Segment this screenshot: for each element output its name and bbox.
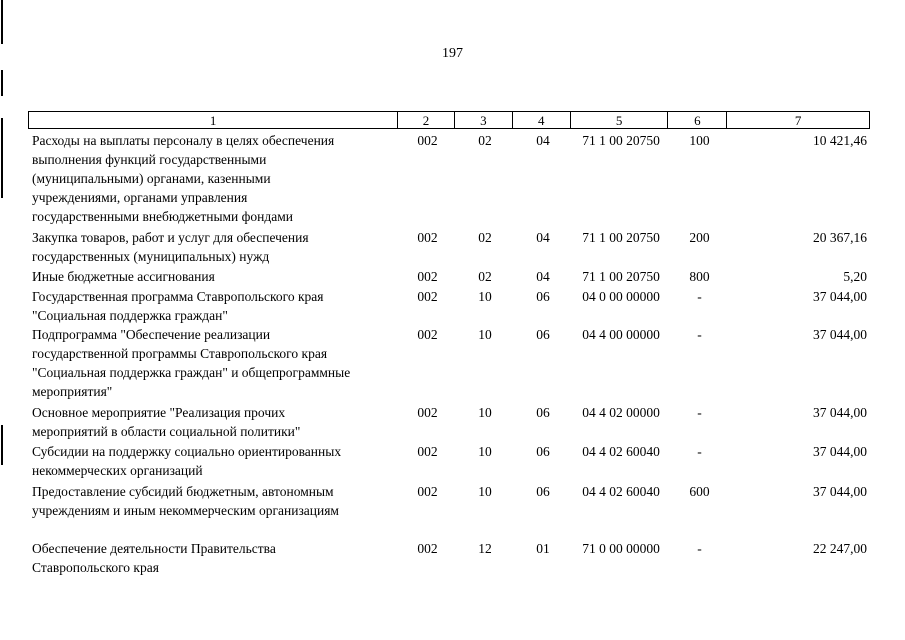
table-row: [28, 482, 870, 520]
amount-cell: 37 044,00: [813, 484, 867, 499]
margin-mark: [1, 0, 3, 44]
subsection-cell: 06: [536, 484, 550, 499]
column-header: 4: [512, 112, 570, 128]
section-cell: 02: [478, 230, 492, 245]
margin-mark: [1, 118, 3, 198]
margin-mark: [1, 425, 3, 465]
amount-cell: 5,20: [843, 269, 867, 284]
expense-name-line: некоммерческих организаций: [32, 463, 203, 478]
expense-name-line: Расходы на выплаты персоналу в целях обеспечения: [32, 133, 335, 148]
expense-name-line: Предоставление субсидий бюджетным, автономным: [32, 484, 334, 499]
expense-name-line: Закупка товаров, работ и услуг для обеспечения: [32, 230, 309, 245]
code-cell: 002: [417, 230, 438, 245]
table-row: [28, 403, 870, 441]
code-cell: 002: [417, 269, 438, 284]
expense-name: [28, 482, 399, 520]
subsection-cell: 04: [536, 269, 550, 284]
expense-name-line: мероприятий в области социальной политики": [32, 424, 301, 439]
column-header: 1: [209, 113, 217, 128]
subsection-cell: 04: [536, 133, 550, 148]
budget-table: [28, 111, 870, 575]
subsection-cell: 01: [536, 541, 550, 556]
target-cell: 71 1 00 20750: [582, 230, 660, 245]
table-row: [28, 325, 870, 401]
section-cell: 10: [478, 484, 492, 499]
subsection-cell: 04: [536, 230, 550, 245]
table-row: [28, 267, 870, 286]
code-cell: 002: [417, 133, 438, 148]
type-cell: -: [697, 405, 702, 420]
code-cell: 002: [417, 405, 438, 420]
expense-name-line: мероприятия": [32, 384, 113, 399]
type-cell: -: [697, 444, 702, 459]
expense-name: [28, 442, 399, 480]
section-cell: 10: [478, 289, 492, 304]
expense-name: [28, 403, 399, 441]
target-cell: 04 4 02 60040: [582, 444, 660, 459]
expense-name-line: (муниципальными) органами, казенными: [32, 171, 271, 186]
expense-name-line: государственными внебюджетными фондами: [32, 209, 294, 224]
margin-mark: [1, 70, 3, 96]
amount-cell: 22 247,00: [813, 541, 867, 556]
type-cell: -: [697, 327, 702, 342]
expense-name-line: учреждениями, органами управления: [32, 190, 248, 205]
table-row: [28, 228, 870, 266]
table-row: [28, 442, 870, 480]
table-row: [28, 287, 870, 325]
expense-name-line: Субсидии на поддержку социально ориентированных: [32, 444, 342, 459]
expense-name: [28, 228, 399, 266]
section-cell: 02: [478, 133, 492, 148]
expense-name: [28, 325, 399, 401]
expense-name: [28, 287, 399, 325]
section-cell: 10: [478, 444, 492, 459]
code-cell: 002: [417, 484, 438, 499]
amount-cell: 37 044,00: [813, 289, 867, 304]
type-cell: -: [697, 541, 702, 556]
expense-name-line: "Социальная поддержка граждан": [32, 308, 228, 323]
column-header: 2: [397, 112, 454, 128]
expense-name-line: Подпрограмма "Обеспечение реализации: [32, 327, 271, 342]
expense-name-line: учреждениям и иным некоммерческим организациям: [32, 503, 339, 518]
expense-name: [28, 131, 399, 226]
table-row: [28, 539, 870, 577]
target-cell: 71 1 00 20750: [582, 269, 660, 284]
subsection-cell: 06: [536, 405, 550, 420]
column-header: 7: [726, 112, 869, 128]
expense-name-line: государственных (муниципальных) нужд: [32, 249, 270, 264]
expense-name-line: выполнения функций государственными: [32, 152, 267, 167]
subsection-cell: 06: [536, 327, 550, 342]
expense-name-line: Ставропольского края: [32, 560, 159, 575]
expense-name-line: "Социальная поддержка граждан" и общепрограммные: [32, 365, 351, 380]
code-cell: 002: [417, 541, 438, 556]
expense-name-line: Обеспечение деятельности Правительства: [32, 541, 276, 556]
expense-name-line: Основное мероприятие "Реализация прочих: [32, 405, 286, 420]
target-cell: 04 4 00 00000: [582, 327, 660, 342]
expense-name-line: государственной программы Ставропольского края: [32, 346, 328, 361]
expense-name: [28, 539, 399, 577]
target-cell: 04 0 00 00000: [582, 289, 660, 304]
target-cell: 04 4 02 00000: [582, 405, 660, 420]
type-cell: -: [697, 289, 702, 304]
expense-name-line: Иные бюджетные ассигнования: [32, 269, 215, 284]
amount-cell: 37 044,00: [813, 444, 867, 459]
amount-cell: 37 044,00: [813, 327, 867, 342]
table-row: [28, 131, 870, 226]
target-cell: 71 1 00 20750: [582, 133, 660, 148]
page-number: 197: [442, 46, 463, 61]
type-cell: 800: [689, 269, 710, 284]
column-header: 6: [667, 112, 726, 128]
subsection-cell: 06: [536, 289, 550, 304]
section-cell: 10: [478, 327, 492, 342]
section-cell: 12: [478, 541, 492, 556]
expense-name-line: Государственная программа Ставропольского края: [32, 289, 324, 304]
type-cell: 600: [689, 484, 710, 499]
target-cell: 71 0 00 00000: [582, 541, 660, 556]
expense-name: [28, 267, 399, 286]
column-header: 5: [570, 112, 668, 128]
subsection-cell: 06: [536, 444, 550, 459]
target-cell: 04 4 02 60040: [582, 484, 660, 499]
type-cell: 100: [689, 133, 710, 148]
column-header: 3: [454, 112, 512, 128]
table-header: [28, 111, 870, 129]
amount-cell: 20 367,16: [813, 230, 867, 245]
section-cell: 10: [478, 405, 492, 420]
type-cell: 200: [689, 230, 710, 245]
amount-cell: 37 044,00: [813, 405, 867, 420]
code-cell: 002: [417, 289, 438, 304]
section-cell: 02: [478, 269, 492, 284]
code-cell: 002: [417, 444, 438, 459]
code-cell: 002: [417, 327, 438, 342]
amount-cell: 10 421,46: [813, 133, 867, 148]
